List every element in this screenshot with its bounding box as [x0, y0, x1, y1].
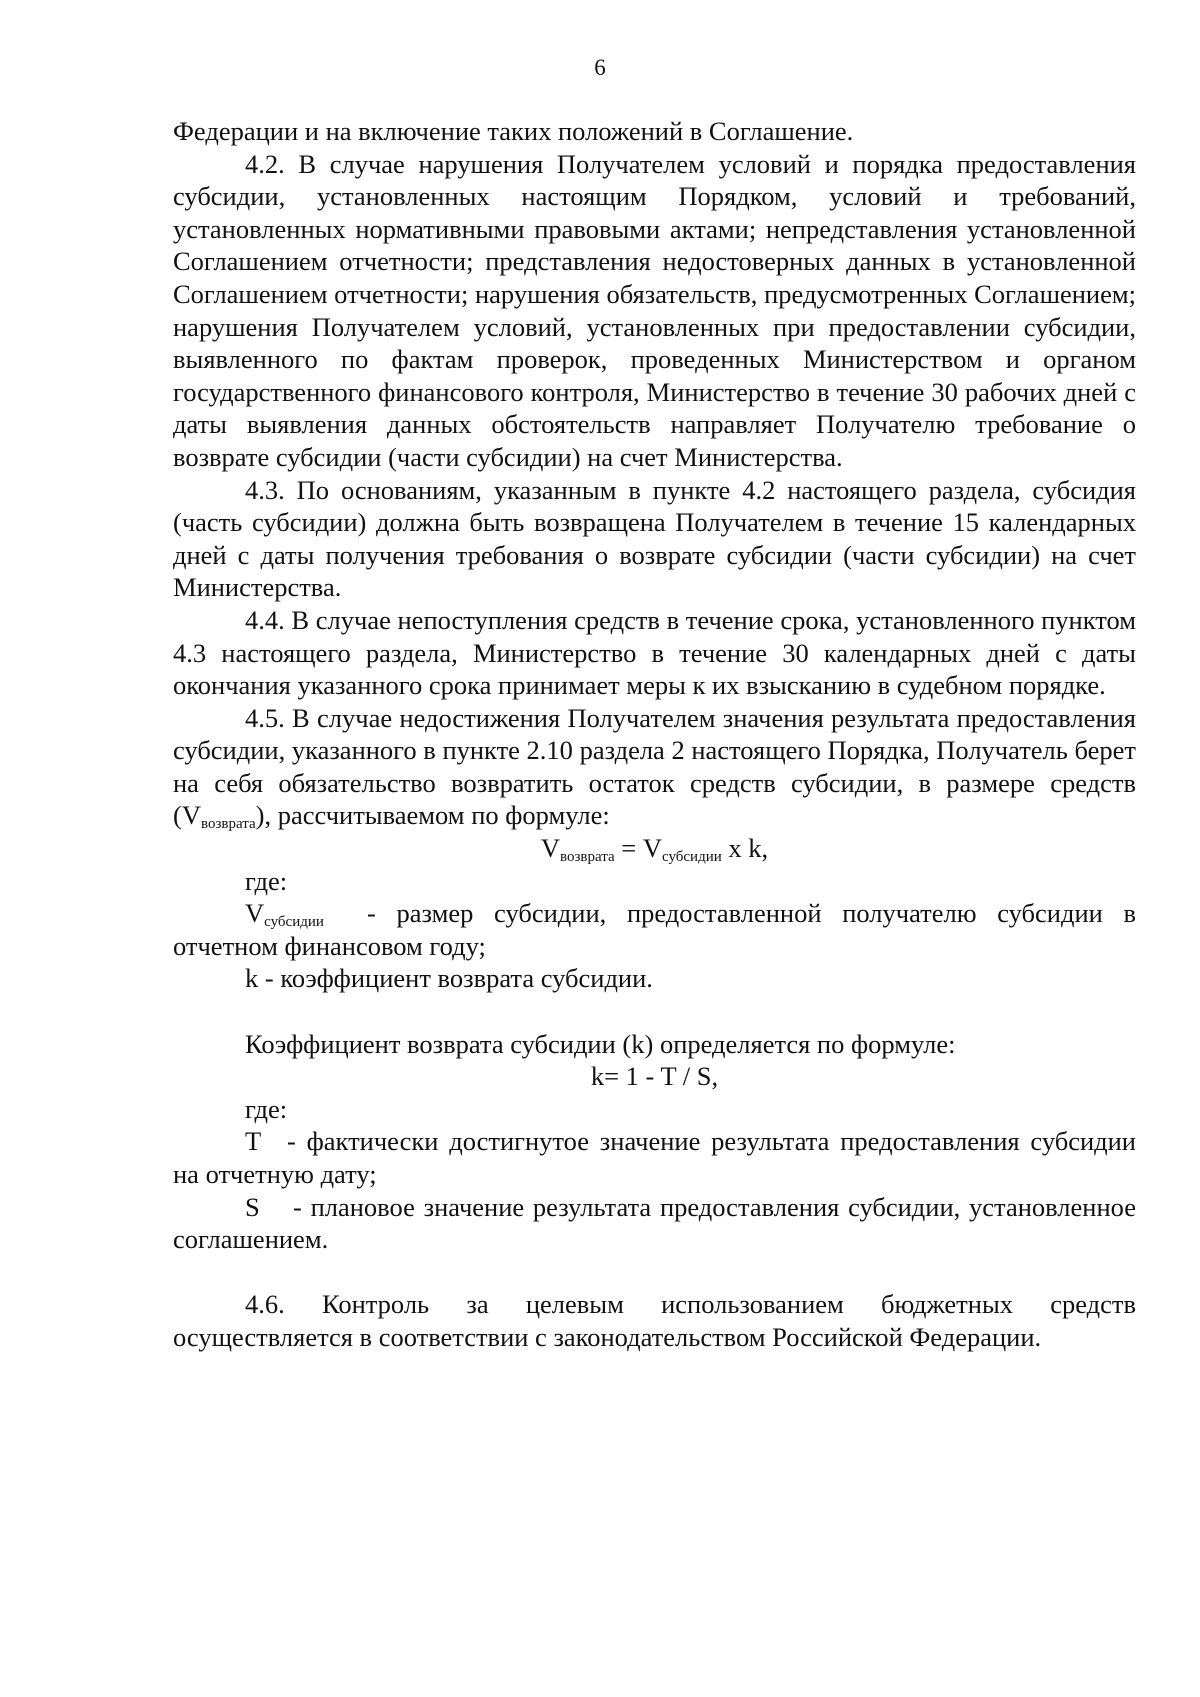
formula-return-amount: $V_{возврата} = V_{субсидии}$ x k,	[540, 833, 769, 866]
paragraph-4-5: 4.5. В случае недостижения Получателем значения результата предоставления субсидии, указанного в пункте 2.10 раздела 2 настоящего Порядка, Получатель берет на себя обязательство возвратить остаток средств субсидии, в размере средств $(V_{возврата})$, рассчитываемом по формуле:	[173, 702, 1136, 833]
document-body	[173, 115, 1136, 1354]
paragraph-4-3: 4.3. По основаниям, указанным в пункте 4.2 настоящего раздела, субсидия (часть субсидии) должна быть возвращена Получателем в течение 15 календарных дней с даты получения требования о возврате субсидии (части субсидии) на счет Министерства.	[173, 474, 1136, 603]
definition-t: T - фактически достигнутое значение результата предоставления субсидии на отчетную дату;	[173, 1126, 1136, 1189]
paragraph-4-2: 4.2. В случае нарушения Получателем условий и порядка предоставления субсидии, установленных настоящим Порядком, условий и требований, установленных нормативными правовыми актами; непредставления установленной Соглашением отчетности; представления недостоверных данных в установленной Соглашением отчетности; нарушения обязательств, предусмотренных Соглашением; нарушения Получателем условий, установленных при предоставлении субсидии, выявленного по фактам проверок, проведенных Министерством и органом государственного финансового контроля, Министерство в течение 30 рабочих дней с даты выявления данных обстоятельств направляет Получателю требование о возврате субсидии (части субсидии) на счет Министерства.	[173, 148, 1136, 472]
coefficient-intro: Коэффициент возврата субсидии (k) определяется по формуле:	[245, 1028, 956, 1059]
definition-s: S - плановое значение результата предоставления субсидии, установленное соглашением.	[173, 1191, 1136, 1255]
paragraph-4-6: 4.6. Контроль за целевым использованием бюджетных средств осуществляется в соответствии с законодательством Российской Федерации.	[173, 1289, 1136, 1352]
where-label: где:	[245, 865, 288, 896]
paragraph-4-4: 4.4. В случае непоступления средств в течение срока, установленного пунктом 4.3 настоящего раздела, Министерство в течение 30 календарных дней с даты окончания указанного срока принимает меры к их взысканию в судебном порядке.	[173, 604, 1136, 701]
where-label-2: где:	[245, 1093, 288, 1124]
formula-coefficient: k= 1 - T / S,	[590, 1061, 719, 1092]
page-number: 6	[594, 55, 606, 80]
paragraph-federation-continuation: Федерации и на включение таких положений в Соглашение.	[173, 116, 854, 146]
definition-k: k - коэффициент возврата субсидии.	[245, 963, 653, 994]
definition-v-subsidy: $V_{субсидии}$ - размер субсидии, предоставленной получателю субсидии в отчетном финансовом году;	[173, 898, 1136, 961]
